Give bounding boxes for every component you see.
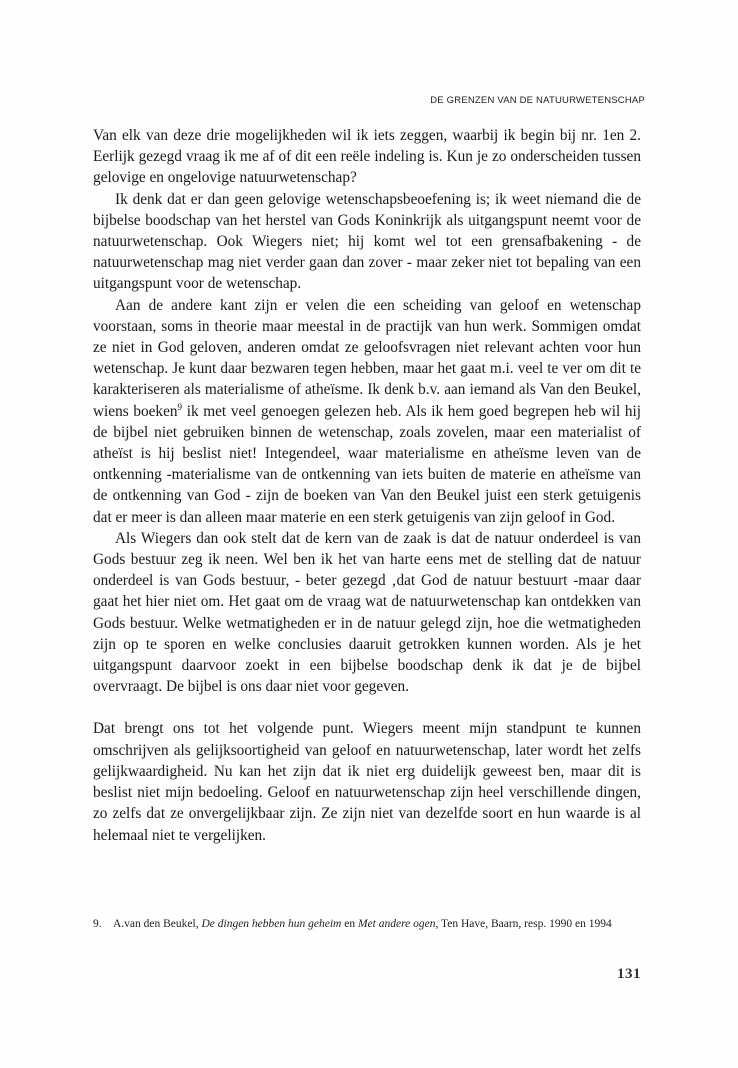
paragraph-1: Van elk van deze drie mogelijkheden wil ik iets zeggen, waarbij ik begin bij nr. 1en 2. Eerlijk gezegd vraag ik me af of dit een reële indeling is. Kun je zo onderscheiden tussen gelovige en ongelovige natuurwetenschap?: [93, 127, 641, 187]
paragraph-3-part-a: Aan de andere kant zijn er velen die een scheiding van geloof en wetenschap voorstaan, soms in theorie maar meestal in de practijk van hun werk. Sommigen omdat ze niet in God geloven, anderen omdat ze geloofsvragen niet relevant achten voor hun wetenschap. Je kunt daar bezwaren tegen hebben, maar het gaat m.i. veel te ver om dit te karakteriseren als materialisme of atheïsme. Ik denk b.v. aan iemand als Van den Beukel, wiens boeken: [93, 296, 641, 420]
footnote-title-1: De dingen hebben hun geheim: [201, 918, 342, 930]
running-head: DE GRENZEN VAN DE NATUURWETENSCHAP: [430, 95, 645, 106]
footnote-title-2: Met andere ogen: [357, 918, 436, 930]
paragraph-5: Dat brengt ons tot het volgende punt. Wiegers meent mijn standpunt te kunnen omschrijven als gelijksoortigheid van geloof en natuurwetenschap, later wordt het zelfs gelijkwaardigheid. Nu kan het zijn dat ik niet erg duidelijk geweest ben, maar dit is beslist niet mijn bedoeling. Geloof en natuurwetenschap zijn heel verschillende dingen, zo zelfs dat ze onvergelijkbaar zijn. Ze zijn niet van dezelfde soort en hun waarde is al helemaal niet te vergelijken.: [93, 720, 641, 844]
page-number: 131: [617, 966, 641, 982]
paragraph-2: Ik denk dat er dan geen gelovige wetenschapsbeoefening is; ik weet niemand die de bijbelse boodschap van het herstel van Gods Koninkrijk als uitgangspunt neemt voor de natuurwetenschap. Ook Wiegers niet; hij komt wel tot een grensafbakening - de natuurwetenschap mag niet verder gaan dan zover - maar zeker niet tot bepaling van een uitgangspunt voor de wetenschap.: [93, 190, 641, 293]
body-text: [93, 125, 641, 846]
footnote-number: 9.: [93, 918, 102, 930]
paragraph-3-part-b: ik met veel genoegen gelezen heb. Als ik hem goed begrepen heb wil hij de bijbel niet gebruiken binnen de wetenschap, zoals zovelen, maar een materialist of atheïst is hij beslist niet! Integendeel, waar materialisme en atheïsme leven van de ontkenning -materialisme van de ontkenning van iets buiten de materie en atheïsme van de ontkenning van God - zijn de boeken van Van den Beukel juist een sterk getuigenis dat er meer is dan alleen maar materie en een sterk getuigenis van zijn geloof in God.: [93, 402, 642, 526]
footnote-rest: , Ten Have, Baarn, resp. 1990 en 1994: [435, 918, 612, 930]
paragraph-4: Als Wiegers dan ook stelt dat de kern van de zaak is dat de natuur onderdeel is van Gods bestuur zeg ik neen. Wel ben ik het van harte eens met de stelling dat de natuur onderdeel is van Gods bestuur, - beter gezegd ‚dat God de natuur bestuurt -maar daar gaat het hier niet om. Het gaat om de vraag wat de natuurwetenschap kan ontdekken van Gods bestuur. Welke wetmatigheden er in de natuur gelegd zijn, hoe die wetmatigheden zijn op te sporen en welke conclusies daaruit getrokken kunnen worden. Als je het uitgangspunt daarvoor zoekt in een bijbelse boodschap denk ik dat je de bijbel overvraagt. De bijbel is ons daar niet voor gegeven.: [93, 529, 641, 696]
footnote-author: A.van den Beukel,: [113, 918, 202, 930]
footnote-9: [93, 917, 641, 932]
footnote-connector: en: [341, 918, 358, 930]
paragraph-3: [93, 295, 641, 528]
footnote-text: [113, 917, 641, 932]
footnote-reference: 9: [177, 401, 183, 412]
